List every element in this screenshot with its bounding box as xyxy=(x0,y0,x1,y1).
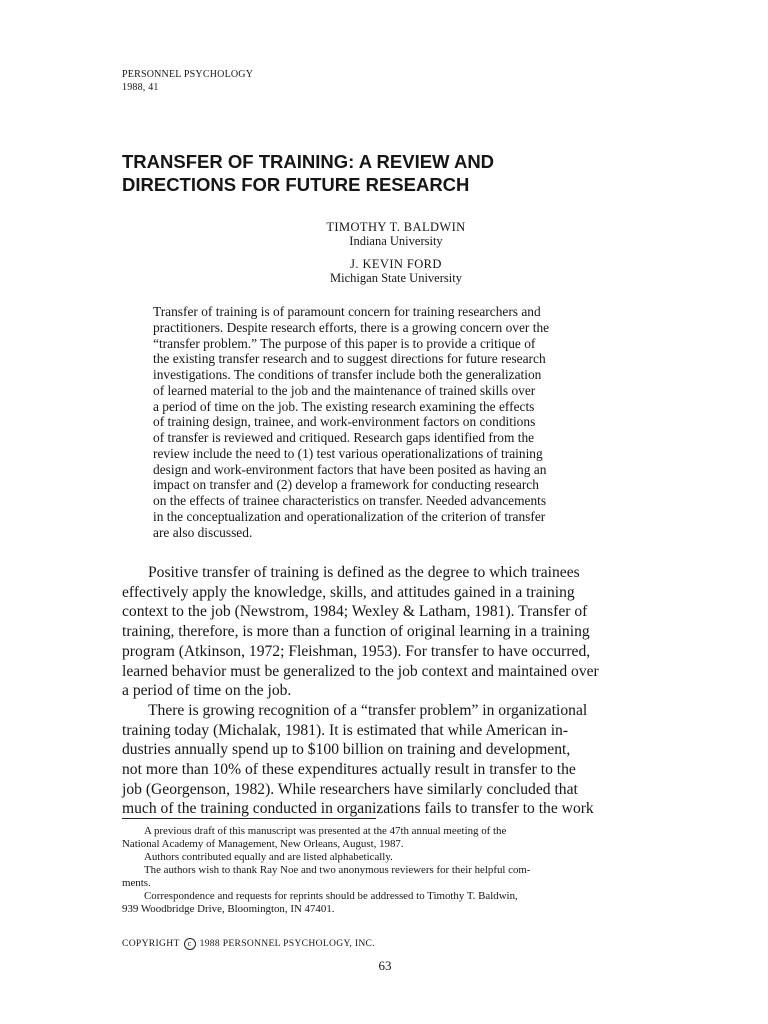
footnote-divider xyxy=(122,818,376,819)
abstract-line: on the effects of trainee characteristics on transfer. Needed advancements xyxy=(153,493,547,508)
abstract-line: of transfer is reviewed and critiqued. Research gaps identified from the xyxy=(153,430,535,445)
body-line: effectively apply the knowledge, skills, and attitudes gained in a training xyxy=(122,583,575,601)
body-line: a period of time on the job. xyxy=(122,682,292,700)
footnote-line: Authors contributed equally and are listed alphabetically. xyxy=(144,851,393,863)
body-line: training, therefore, is more than a function of original learning in a training xyxy=(122,623,590,641)
footnotes xyxy=(122,825,662,916)
abstract-line: review include the need to (1) test various operationalizations of training xyxy=(153,445,543,461)
footnote-line: Correspondence and requests for reprints should be addressed to Timothy T. Baldwin, xyxy=(144,890,518,902)
body-line: There is growing recognition of a “transfer problem” in organizational xyxy=(148,701,588,719)
copyright-icon: c xyxy=(184,938,196,950)
footnote-line: ments. xyxy=(122,877,151,889)
abstract-line: a period of time on the job. The existing research examining the effects xyxy=(153,398,535,414)
abstract-line: practitioners. Despite research efforts, there is a growing concern over the xyxy=(153,319,550,335)
journal-volume: 1988, 41 xyxy=(122,82,159,93)
footnote-line: A previous draft of this manuscript was presented at the 47th annual meeting of the xyxy=(144,825,507,837)
copyright-text: 1988 PERSONNEL PSYCHOLOGY, INC. xyxy=(199,938,375,949)
author-affiliation: Indiana University xyxy=(349,234,443,248)
journal-header xyxy=(122,68,253,94)
author-name: TIMOTHY T. BALDWIN xyxy=(326,220,466,234)
abstract-line: in the conceptualization and operationalization of the criterion of transfer xyxy=(153,508,546,524)
author-name: J. KEVIN FORD xyxy=(350,257,442,271)
abstract-line: “transfer problem.” The purpose of this paper is to provide a critique of xyxy=(153,335,536,351)
body-line: much of the training conducted in organizations fails to transfer to the work xyxy=(122,800,594,818)
body-line: Positive transfer of training is defined as the degree to which trainees xyxy=(148,564,580,581)
body-line: job (Georgenson, 1982). While researchers have similarly concluded that xyxy=(122,780,578,798)
abstract-line: impact on transfer and (2) develop a framework for conducting research xyxy=(153,477,539,493)
abstract-line: the existing transfer research and to suggest directions for future research xyxy=(153,351,546,367)
copyright-line xyxy=(122,937,375,951)
author-block xyxy=(0,220,768,285)
footnote-line: 939 Woodbridge Drive, Bloomington, IN 47401. xyxy=(122,903,335,915)
abstract-line: investigations. The conditions of transfer include both the generalization xyxy=(153,367,542,382)
body-line: training today (Michalak, 1981). It is estimated that while American in- xyxy=(122,721,569,739)
abstract-line: Transfer of training is of paramount concern for training researchers and xyxy=(153,304,541,319)
abstract-line: are also discussed. xyxy=(153,524,253,540)
abstract-line: of training design, trainee, and work-environment factors on conditions xyxy=(153,414,536,430)
title-line: TRANSFER OF TRAINING: A REVIEW AND xyxy=(122,151,495,172)
page-number: 63 xyxy=(378,958,392,973)
body-text xyxy=(122,563,657,819)
article-title xyxy=(122,150,682,196)
copyright-prefix: COPYRIGHT xyxy=(122,938,180,949)
body-line: context to the job (Newstrom, 1984; Wexley & Latham, 1981). Transfer of xyxy=(122,603,588,621)
abstract-line: design and work-environment factors that have been posited as having an xyxy=(153,461,547,477)
abstract-line: of learned material to the job and the maintenance of trained skills over xyxy=(153,382,536,398)
author-affiliation: Michigan State University xyxy=(330,271,462,285)
journal-name: PERSONNEL PSYCHOLOGY xyxy=(122,69,254,80)
body-line: not more than 10% of these expenditures actually result in transfer to the xyxy=(122,761,576,779)
body-line: learned behavior must be generalized to the job context and maintained over xyxy=(122,662,599,680)
title-line: DIRECTIONS FOR FUTURE RESEARCH xyxy=(122,174,470,195)
abstract xyxy=(153,304,626,540)
body-line: program (Atkinson, 1972; Fleishman, 1953). For transfer to have occurred, xyxy=(122,642,591,660)
body-line: dustries annually spend up to $100 billion on training and development, xyxy=(122,741,571,759)
footnote-line: The authors wish to thank Ray Noe and two anonymous reviewers for their helpful com- xyxy=(144,864,531,876)
footnote-line: National Academy of Management, New Orleans, August, 1987. xyxy=(122,838,404,850)
